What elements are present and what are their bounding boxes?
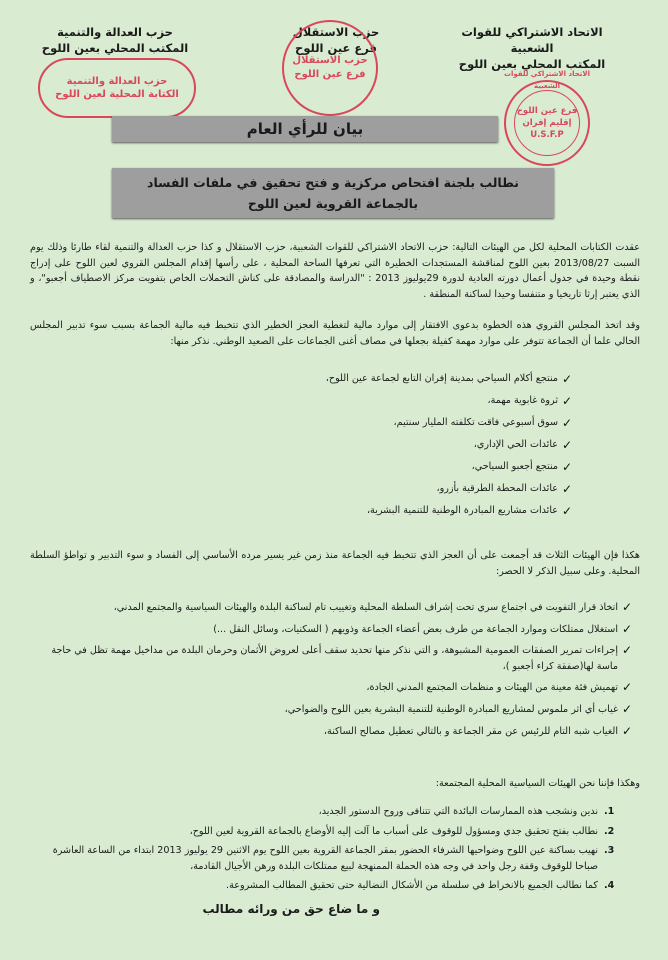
intro-paragraph: عقدت الكتابات المحلية لكل من الهيئات التالية: حزب الاتحاد الاشتراكي للقوات الشعبية، حزب الاستقلال و كذا حزب العدالة والتنمية لقاء طارئا وذلك يوم السبت 2013/08/27 بعين اللوح لمناقشة المستجدات الخطيرة التي تعرفها الساحة المحلية ، على رأسها إقدام المجلس القروي لعين اللوح على إدراج نقطة وحيدة في جدول أعمال دورته العادية لدورة 29يوليوز 2013 : "الدراسة والمصادقة على كناش التحملات الخاص بتفويت مركز الاصطياف أجعبو"، و الذي يعتبر إرثا تاريخيا و متنفسا وحيدا لساكنة المنطقة . [30, 242, 641, 300]
header-usfp-office: المكتب المحلي بعين اللوح [458, 57, 606, 71]
usfp-stamp-line1: الاتحاد الاشتراكي للقوات الشعبية [504, 70, 590, 90]
violations-list [28, 600, 636, 745]
list-item: ✓ تهميش فئة معينة من الهيئات و منظمات المجتمع المدني الجادة، [28, 680, 636, 696]
usfp-stamp-line3: إقليم إفران [522, 118, 572, 128]
header-istiqlal-branch: فرع عين اللوح [295, 41, 377, 55]
pjd-stamp-line1: حزب العدالة والتنمية [66, 76, 168, 87]
item-number: 3. [604, 845, 615, 857]
closing-motto: و ما ضاع حق من ورائه مطالب [202, 902, 380, 916]
subtitle-line1: نطالب بلجنة افتحاص مركزية و فتح تحقيق في ملفات الفساد [147, 175, 519, 190]
list-item: ✓ منتجع أكلام السياحي بمدينة إفران التابع لجماعة عين اللوح، [236, 372, 576, 394]
usfp-stamp-code: U.S.F.P [530, 130, 564, 140]
resources-list [236, 372, 576, 526]
list-item: ✓ سوق أسبوعي فاقت تكلفته المليار سنتيم، [236, 416, 576, 438]
check-icon: ✓ [621, 680, 633, 695]
item-number: 1. [604, 806, 615, 817]
check-icon: ✓ [561, 438, 573, 452]
list-item: 1. ندين ونشجب هذه الممارسات البائدة التي تتنافى وروح الدستور الجديد، [38, 804, 628, 820]
check-icon: ✓ [621, 723, 633, 738]
check-icon: ✓ [561, 394, 573, 408]
check-icon: ✓ [561, 372, 573, 386]
check-icon: ✓ [621, 701, 633, 716]
list-item: 2. نطالب بفتح تحقيق جدي ومسؤول للوقوف على أسباب ما آلت إليه الأوضاع بالجماعة القروية لعين اللوح، [38, 824, 628, 840]
subtitle-line2: بالجماعة القروية لعين اللوح [247, 196, 419, 211]
check-icon: ✓ [621, 643, 633, 658]
istiqlal-stamp [282, 20, 378, 116]
check-icon: ✓ [621, 600, 633, 614]
list-item: ✓ استغلال ممتلكات وموارد الجماعة من طرف بعض أعضاء الجماعة وذويهم ( السكنيات، وسائل النقل ...) [28, 622, 636, 638]
item-number: 2. [604, 825, 615, 837]
page-title: بيان للرأي العام [112, 116, 498, 142]
usfp-stamp [504, 70, 590, 166]
pjd-stamp [38, 58, 196, 118]
check-icon: ✓ [561, 460, 573, 474]
list-item: ✓ اتخاذ قرار التفويت في اجتماع سري تحت إشراف السلطة المحلية وتغييب تام لساكنة البلدة والهيئات السياسية والمجتمع المدني، [28, 600, 636, 616]
conclusion-paragraph: هكذا فإن الهيئات الثلاث قد أجمعت على أن العجز الذي تتخبط فيه الجماعة منذ زمن غير يسير مرده الأساسي إلى الفساد و سوء التدبير و تواطؤ السلطة المحلية. وعلى سبيل الذكر لا الحصر: [30, 550, 640, 577]
council-paragraph: وقد اتخذ المجلس القروي هذه الخطوة بدعوى الافتقار إلى موارد مالية لتغطية العجز الخطير الذي تتخبط فيه مالية الجماعة بسبب سوء تدبير المجلس الحالي علما أن الجماعة تتوفر على موارد مهمة كفيلة بجعلها في مصاف أغنى الجماعات على الصعيد الوطني. نذكر منها: [30, 320, 640, 347]
header-pjd-name: حزب العدالة والتنمية [57, 25, 173, 39]
subtitle-bar [112, 168, 554, 218]
list-item: 3. نهيب بساكنة عين اللوح وضواحيها الشرفاء الحضور بمقر الجماعة القروية بعين اللوح يوم الاثنين 29 يوليوز 2013 ابتداء من الساعة العاشرة صباحا للوقوف وقفة رجل واحد في وجه هذه الحملة الممنهجة لبيع ممتلكات البلدة ورهن الأجيال القادمة، [38, 843, 628, 874]
check-icon: ✓ [561, 416, 573, 430]
list-item: ✓ الغياب شبه التام للرئيس عن مقر الجماعة و بالتالي تعطيل مصالح الساكنة، [28, 724, 636, 740]
usfp-stamp-line2: فرع عين اللوح [516, 106, 578, 116]
demands-list [38, 804, 628, 898]
header-pjd [30, 24, 200, 56]
usfp-stamp-inner [514, 90, 580, 156]
pjd-stamp-line2: الكتابة المحلية لعين اللوح [55, 89, 179, 100]
header-istiqlal-name: حزب الاستقلال [292, 25, 380, 39]
list-item: ✓ إجراءات تمرير الصفقات العمومية المشبوهة، و التي نذكر منها تحديد سقف أعلى لعروض الأثمان وحرمان البلدة من مداخيل مهمة تظل في حاجة ماسة لها(صفقة كراء أجعبو )، [28, 643, 636, 674]
istiqlal-stamp-line1: حزب الاستقلال [292, 55, 368, 66]
list-item: ✓ منتجع أجعبو السياحي، [236, 460, 576, 482]
list-item: ✓ غياب أي اثر ملموس لمشاريع المبادرة الوطنية للتنمية البشرية بعين اللوح والضواحي، [28, 702, 636, 718]
list-item: ✓ ثروة غابوية مهمة، [236, 394, 576, 416]
item-number: 4. [604, 880, 615, 892]
check-icon: ✓ [621, 621, 633, 636]
header-usfp [442, 24, 622, 72]
check-icon: ✓ [561, 504, 573, 518]
list-item: ✓ عائدات مشاريع المبادرة الوطنية للتنمية البشرية، [236, 504, 576, 526]
assembly-paragraph: وهكذا فإننا نحن الهيئات السياسية المحلية المجتمعة: [435, 778, 640, 789]
header-pjd-office: المكتب المحلي بعين اللوح [41, 41, 189, 55]
list-item: 4. كما نطالب الجميع بالانخراط في سلسلة من الأشكال النضالية حتى تحقيق المطالب المشروعة. [38, 878, 628, 894]
header-usfp-name: الاتحاد الاشتراكي للقوات الشعبية [461, 25, 603, 55]
istiqlal-stamp-line2: فرع عين اللوح [294, 69, 366, 80]
list-item: ✓ عائدات المحطة الطرقية بأزرو، [236, 482, 576, 504]
list-item: ✓ عائدات الحي الإداري، [236, 438, 576, 460]
check-icon: ✓ [561, 482, 573, 496]
